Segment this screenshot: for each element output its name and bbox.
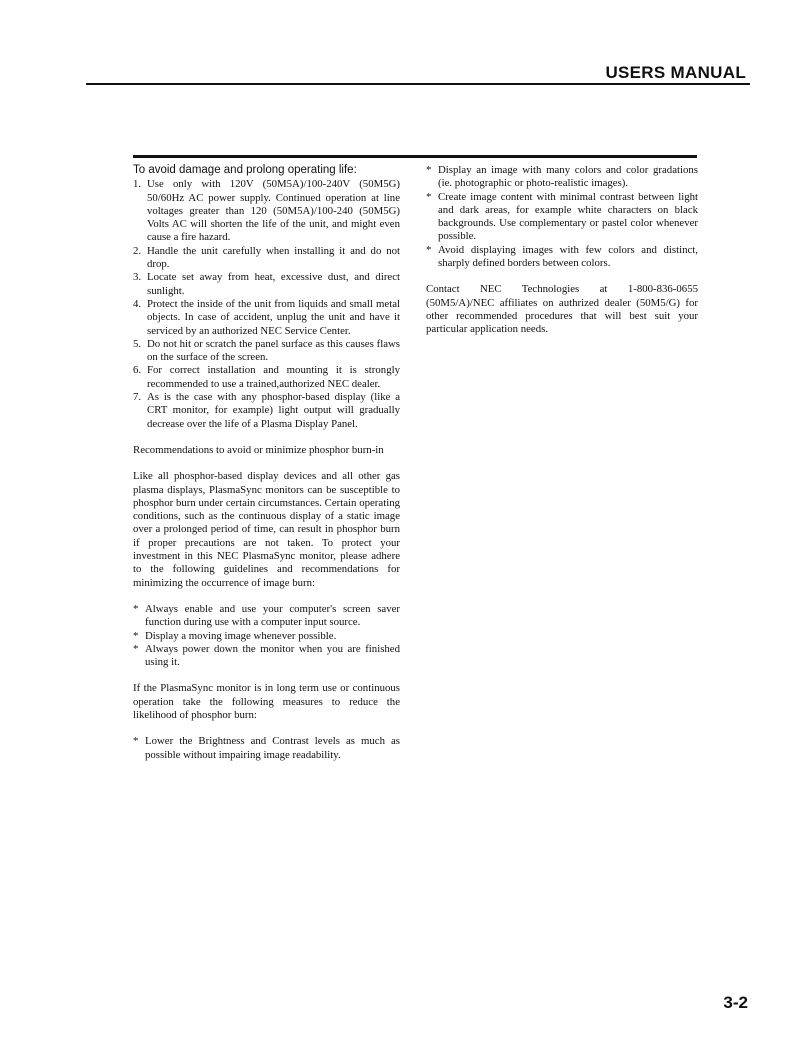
bullet-star-icon: * xyxy=(426,190,432,203)
guideline-item xyxy=(133,630,400,643)
contact-paragraph: Contact NEC Technologies at 1-800-836-0655 (50M5/A)/NEC affiliates on authrized dealer (50M5/G) for other recommended procedures that will best suit your particular application needs. xyxy=(426,283,698,336)
guideline-item xyxy=(133,643,400,670)
bullet-star-icon: * xyxy=(133,602,139,615)
item-text: As is the case with any phosphor-based display (like a CRT monitor, for example) light output will gradually decrease over the life of a Plasma Display Panel. xyxy=(147,391,400,430)
item-text: Locate set away from heat, excessive dust, and direct sunlight. xyxy=(147,271,400,297)
bullet-star-icon: * xyxy=(426,243,432,256)
bullet-star-icon: * xyxy=(133,735,139,748)
item-text: Use only with 120V (50M5A)/100-240V (50M5G) 50/60Hz AC power supply. Continued operation at line voltages greater than 120 (50M5A)/100-240 (50M5G) Volts AC will shorten the life of the unit, and might even cause a fire hazard. xyxy=(147,178,400,244)
care-item xyxy=(133,178,400,244)
care-instructions-list xyxy=(133,178,400,431)
item-number: 5. xyxy=(133,337,142,350)
care-item xyxy=(133,391,400,431)
guideline-list xyxy=(133,603,400,669)
left-column xyxy=(133,164,400,762)
item-text: Handle the unit carefully when installing it and do not drop. xyxy=(147,244,400,271)
page-header-title: USERS MANUAL xyxy=(605,63,746,82)
care-item xyxy=(133,364,400,391)
item-number: 6. xyxy=(133,364,142,377)
image-content-text: Create image content with minimal contrast between light and dark areas, for example white characters on black backgrounds. Use complementary or pastel color whenever possible. xyxy=(438,190,698,243)
care-item xyxy=(133,338,400,365)
image-content-item xyxy=(426,244,698,271)
guideline-item xyxy=(133,603,400,630)
item-number: 1. xyxy=(133,178,142,191)
measure-text: Lower the Brightness and Contrast levels as much as possible without impairing image readability. xyxy=(145,735,400,761)
care-heading: To avoid damage and prolong operating life: xyxy=(133,164,357,176)
measure-item xyxy=(133,735,400,762)
bullet-star-icon: * xyxy=(133,642,139,655)
item-number: 7. xyxy=(133,391,142,404)
item-text: Protect the inside of the unit from liquids and small metal objects. In case of accident, unplug the unit and have it serviced by an authorized NEC Service Center. xyxy=(147,297,400,337)
bullet-star-icon: * xyxy=(133,629,139,642)
bullet-star-icon: * xyxy=(426,164,432,176)
guideline-text: Always enable and use your computer's screen saver function during use with a computer input source. xyxy=(145,602,400,629)
item-text: Do not hit or scratch the panel surface as this causes flaws on the surface of the screen. xyxy=(147,337,400,364)
care-item xyxy=(133,245,400,272)
header-rule xyxy=(86,83,750,85)
section-rule xyxy=(133,155,697,158)
item-text: For correct installation and mounting it is strongly recommended to use a trained,authorized NEC dealer. xyxy=(147,364,400,390)
image-content-item xyxy=(426,191,698,244)
guideline-text: Always power down the monitor when you are finished using it. xyxy=(145,642,400,669)
burn-in-paragraph: Like all phosphor-based display devices and all other gas plasma displays, PlasmaSync monitors can be susceptible to phosphor burn under certain circumstances. Certain operating conditions, such as the continuous display of a static image over a prolonged period of time, can result in phosphor burn if proper precautions are not taken. To protect your investment in this NEC PlasmaSync monitor, please adhere to the following guidelines and recommendations for minimizing the occurrence of image burn: xyxy=(133,470,400,589)
measure-list xyxy=(133,735,400,762)
item-number: 2. xyxy=(133,244,142,257)
long-term-paragraph: If the PlasmaSync monitor is in long term use or continuous operation take the following measures to reduce the likelihood of phosphor burn: xyxy=(133,682,400,721)
care-item xyxy=(133,298,400,338)
right-column xyxy=(426,164,698,337)
page-number: 3-2 xyxy=(723,993,748,1012)
image-content-list xyxy=(426,164,698,270)
recommendations-heading: Recommendations to avoid or minimize phosphor burn-in xyxy=(133,443,384,456)
image-content-item xyxy=(426,164,698,191)
item-number: 3. xyxy=(133,271,142,284)
image-content-text: Display an image with many colors and color gradations (ie. photographic or photo-realistic images). xyxy=(438,164,698,190)
care-item xyxy=(133,271,400,298)
image-content-text: Avoid displaying images with few colors and distinct, sharply defined borders between colors. xyxy=(438,243,698,270)
guideline-text: Display a moving image whenever possible. xyxy=(145,629,337,642)
item-number: 4. xyxy=(133,297,142,310)
